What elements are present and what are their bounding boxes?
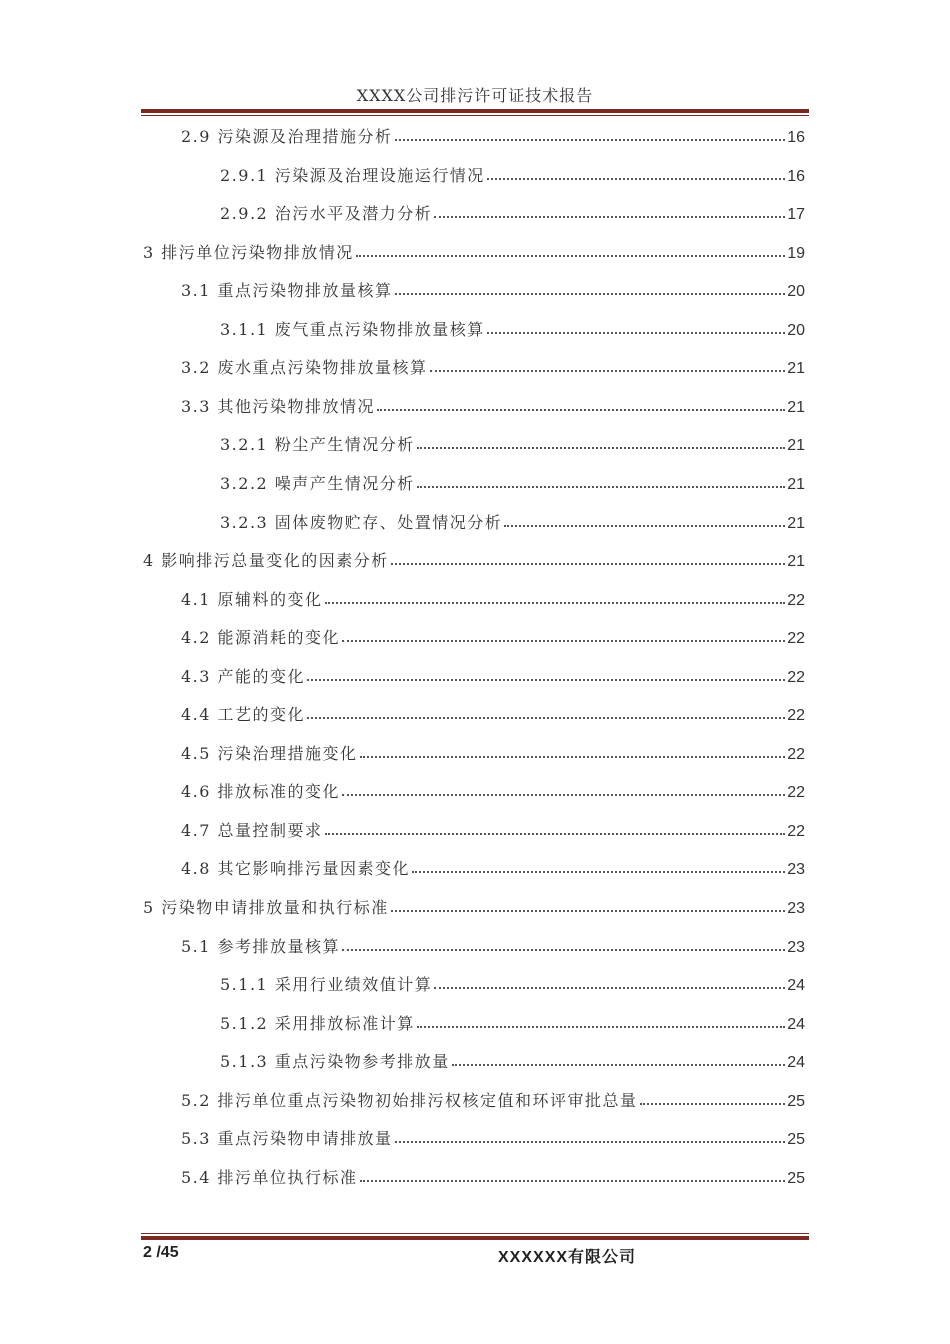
toc-entry-title: 2.9 污染源及治理措施分析 [181, 127, 393, 146]
toc-dot-leader [395, 293, 786, 295]
toc-entry-title: 4.3 产能的变化 [181, 666, 306, 686]
toc-entry-page-number: 22 [787, 668, 805, 686]
toc-entry-page-number: 21 [787, 553, 805, 571]
toc-entry[interactable] [181, 624, 805, 648]
toc-entry-title: 2.9.1 污染源及治理设施运行情况 [220, 165, 485, 185]
toc-dot-leader [417, 1026, 785, 1028]
toc-entry-page-number: 22 [787, 822, 805, 840]
header-rule-thick [141, 109, 809, 113]
toc-dot-leader [434, 987, 785, 989]
toc-entry[interactable] [220, 316, 805, 340]
toc-entry[interactable] [181, 277, 805, 301]
toc-entry-page-number: 25 [787, 1169, 805, 1187]
toc-entry-title: 5.3 重点污染物申请排放量 [181, 1129, 393, 1149]
footer-page-number: 2 /45 [143, 1244, 179, 1261]
toc-entry[interactable] [143, 239, 805, 263]
toc-entry-title: 4.1 原辅料的变化 [181, 589, 323, 609]
toc-entry[interactable] [181, 1087, 805, 1111]
toc-entry-title: 2.9.2 治污水平及潜力分析 [220, 204, 433, 224]
toc-entry-page-number: 17 [787, 206, 805, 224]
toc-entry-page-number: 25 [787, 1092, 805, 1110]
toc-dot-leader [307, 717, 785, 719]
toc-dot-leader [342, 949, 785, 951]
toc-entry-page-number: 23 [787, 938, 805, 956]
toc-entry-title: 5.2 排污单位重点污染物初始排污权核定值和环评审批总量 [181, 1090, 638, 1110]
toc-entry-title: 5.1.3 重点污染物参考排放量 [220, 1052, 450, 1072]
toc-entry[interactable] [220, 200, 805, 224]
toc-dot-leader [417, 486, 785, 488]
toc-dot-leader [395, 1141, 786, 1143]
toc-entry-page-number: 22 [787, 784, 805, 802]
toc-entry-title: 3.1.1 废气重点污染物排放量核算 [220, 319, 485, 339]
toc-entry-page-number: 16 [787, 129, 805, 146]
header-rule-thin [141, 115, 809, 116]
toc-entry-page-number: 20 [787, 283, 805, 301]
toc-entry-title: 5.1 参考排放量核算 [181, 936, 341, 956]
toc-dot-leader [325, 833, 786, 835]
toc-entry[interactable] [220, 509, 805, 533]
toc-entry-page-number: 21 [787, 360, 805, 378]
toc-entry-title: 3.2 废水重点污染物排放量核算 [181, 358, 428, 378]
toc-entry[interactable] [181, 663, 805, 687]
toc-dot-leader [395, 139, 786, 141]
toc-entry-page-number: 23 [787, 900, 805, 917]
toc-entry-title: 3.2.2 噪声产生情况分析 [220, 473, 415, 493]
toc-entry-title: 4.4 工艺的变化 [181, 705, 306, 725]
toc-entry[interactable] [143, 894, 805, 918]
toc-dot-leader [434, 216, 785, 218]
toc-entry-page-number: 22 [787, 707, 805, 725]
toc-entry-title: 3.3 其他污染物排放情况 [181, 396, 376, 416]
toc-entry-page-number: 21 [787, 514, 805, 532]
toc-entry-page-number: 22 [787, 745, 805, 763]
toc-entry-title: 5.1.2 采用排放标准计算 [220, 1013, 415, 1033]
toc-entry[interactable] [220, 971, 805, 995]
toc-entry[interactable] [220, 1010, 805, 1034]
toc-entry-page-number: 19 [787, 244, 805, 262]
toc-entry-title: 5.4 排污单位执行标准 [181, 1167, 358, 1187]
toc-entry-page-number: 21 [787, 437, 805, 455]
toc-entry-page-number: 24 [787, 1054, 805, 1072]
toc-entry-title: 4.2 能源消耗的变化 [181, 628, 341, 648]
toc-entry[interactable] [181, 933, 805, 957]
toc-entry-title: 3.2.3 固体废物贮存、处置情况分析 [220, 512, 503, 532]
toc-entry-title: 3 排污单位污染物排放情况 [143, 242, 354, 262]
toc-dot-leader [325, 602, 786, 604]
toc-dot-leader [452, 1064, 785, 1066]
toc-entry[interactable] [220, 1048, 805, 1072]
toc-dot-leader [360, 1180, 786, 1182]
toc-entry[interactable] [220, 431, 805, 455]
toc-entry[interactable] [181, 740, 805, 764]
toc-entry[interactable] [181, 393, 805, 417]
toc-dot-leader [487, 332, 785, 334]
toc-entry[interactable] [181, 855, 805, 879]
toc-entry[interactable] [181, 586, 805, 610]
toc-entry-page-number: 23 [787, 861, 805, 879]
toc-entry-title: 5 污染物申请排放量和执行标准 [143, 898, 389, 917]
toc-dot-leader [356, 255, 785, 257]
toc-dot-leader [504, 525, 785, 527]
toc-entry-title: 3.2.1 粉尘产生情况分析 [220, 435, 415, 455]
toc-entry[interactable] [181, 123, 805, 147]
toc-dot-leader [342, 640, 785, 642]
toc-dot-leader [417, 447, 785, 449]
footer-rule-thick [141, 1236, 809, 1240]
toc-dot-leader [430, 370, 786, 372]
toc-entry-page-number: 24 [787, 977, 805, 995]
toc-dot-leader [377, 409, 785, 411]
toc-entry-page-number: 24 [787, 1015, 805, 1033]
footer-company-name: XXXXXX有限公司 [498, 1249, 637, 1266]
toc-entry[interactable] [220, 470, 805, 494]
toc-entry-title: 4 影响排污总量变化的因素分析 [143, 551, 389, 571]
toc-entry[interactable] [220, 162, 805, 186]
toc-dot-leader [342, 794, 785, 796]
toc-entry[interactable] [181, 354, 805, 378]
toc-dot-leader [640, 1103, 786, 1105]
toc-entry[interactable] [143, 547, 805, 571]
toc-dot-leader [412, 871, 785, 873]
toc-dot-leader [307, 679, 785, 681]
toc-entry[interactable] [181, 817, 805, 841]
toc-entry[interactable] [181, 1164, 805, 1188]
toc-entry-page-number: 22 [787, 591, 805, 609]
toc-entry-page-number: 20 [787, 321, 805, 339]
toc-entry-title: 4.5 污染治理措施变化 [181, 743, 358, 763]
toc-dot-leader [391, 563, 785, 565]
toc-entry-page-number: 25 [787, 1131, 805, 1149]
toc-entry-title: 4.7 总量控制要求 [181, 820, 323, 840]
toc-entry-page-number: 21 [787, 475, 805, 493]
toc-entry-page-number: 16 [787, 167, 805, 185]
toc-dot-leader [487, 178, 785, 180]
toc-entry-page-number: 21 [787, 398, 805, 416]
footer-rule-thin [141, 1233, 809, 1234]
toc-entry-title: 5.1.1 采用行业绩效值计算 [220, 975, 433, 995]
toc-entry-title: 4.6 排放标准的变化 [181, 782, 341, 802]
toc-dot-leader [360, 756, 786, 758]
toc-entry-title: 3.1 重点污染物排放量核算 [181, 281, 393, 301]
toc-entry-title: 4.8 其它影响排污量因素变化 [181, 859, 411, 879]
toc-dot-leader [391, 910, 785, 912]
toc-entry-page-number: 22 [787, 630, 805, 648]
toc-entry[interactable] [181, 778, 805, 802]
page-header-title: XXXX公司排污许可证技术报告 [356, 86, 594, 105]
toc-entry[interactable] [181, 701, 805, 725]
toc-entry[interactable] [181, 1125, 805, 1149]
